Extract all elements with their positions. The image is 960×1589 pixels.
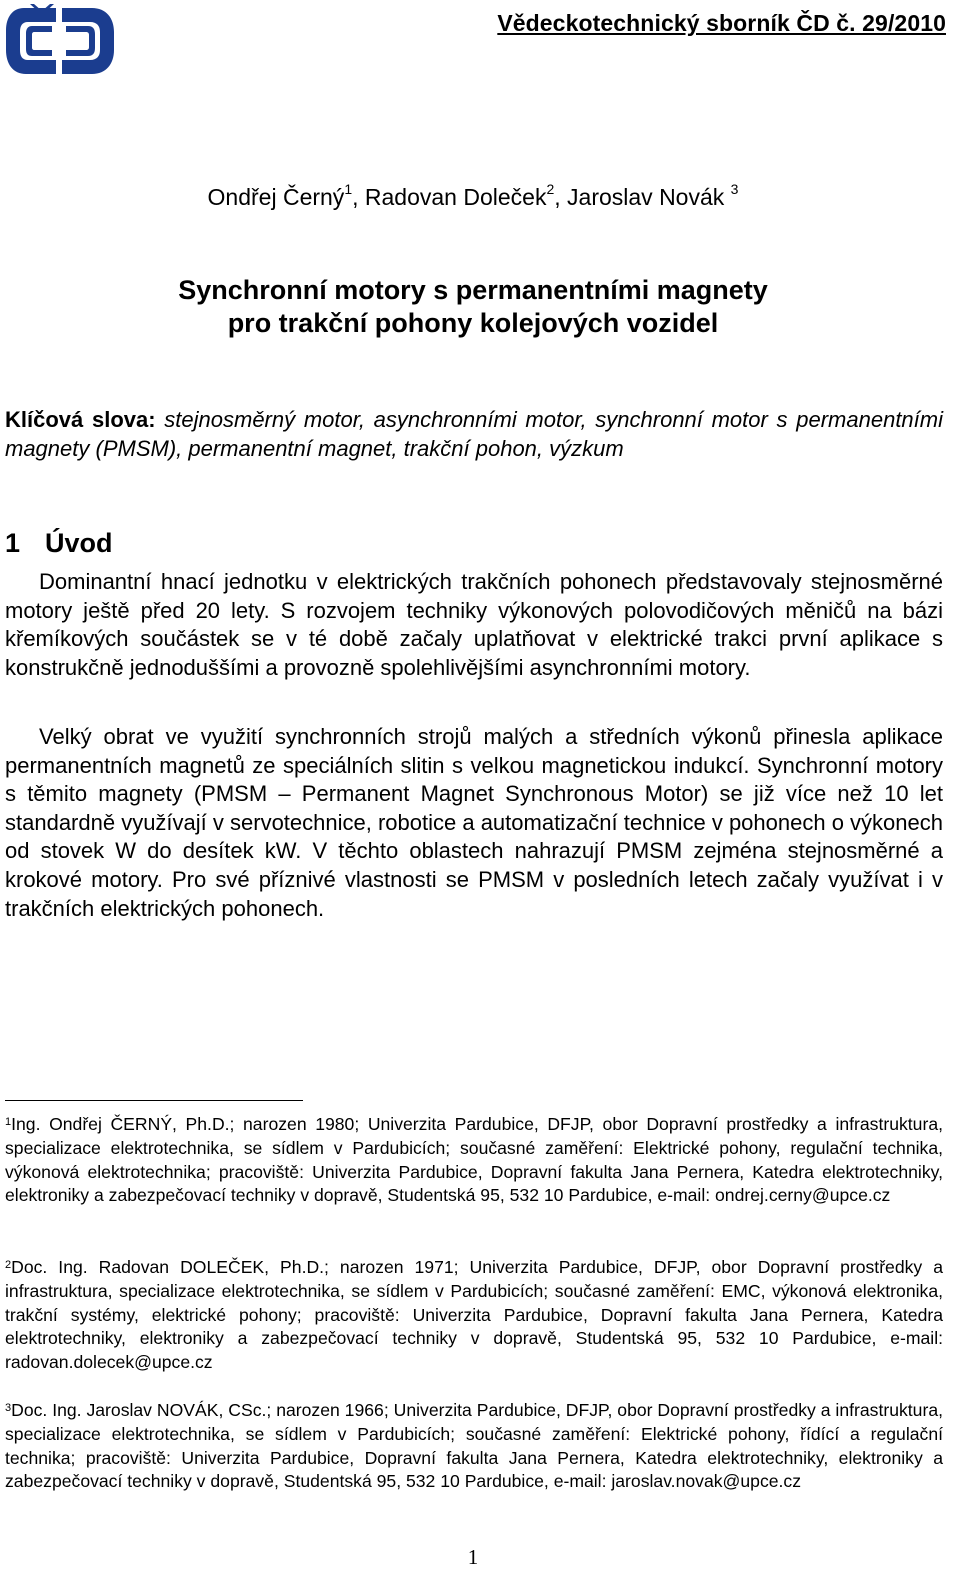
footnote-text: Doc. Ing. Radovan DOLEČEK, Ph.D.; narozen 1971; Univerzita Pardubice, DFJP, obor Dopravní prostředky a infrastruktura, specializace elektrotechnika, se sídlem v Pardubicích; současné zaměření: EMC, výkonová elektronika, trakční systémy, elektrické pohony; pracoviště: Univerzita Pardubice, Dopravní fakulta Jana Pernera, Katedra elektrotechniky, elektroniky a zabezpečovací techniky v dopravě, Studentská 95, 532 10 Pardubice, e-mail: radovan.dolecek@upce.cz <box>5 1257 943 1373</box>
keywords-text: stejnosměrný motor, asynchronními motor, synchronní motor s permanentními magnety (PMSM), permanentní magnet, trakční pohon, výzkum <box>5 407 943 461</box>
author-name: Radovan Doleček <box>364 184 547 210</box>
section-title: Úvod <box>45 528 113 558</box>
body-paragraph: Velký obrat ve využití synchronních strojů malých a středních výkonů přinesla aplikace permanentních magnetů ze speciálních slitin s velkou magnetickou indukcí. Synchronní motory s těmito magnety (PMSM – Permanent Magnet Synchronous Motor) se již více než 10 let standardně využívají v servotechnice, robotice a automatizační technice v pohonech o výkonech od stovek W do desítek kW. V těchto oblastech nahrazují PMSM zejména stejnosměrné a krokové motory. Pro své příznivé vlastnosti se PMSM v posledních letech začaly využívat i v trakčních elektrických pohonech. <box>5 724 943 921</box>
footnote <box>5 1113 943 1208</box>
footnote-text: Doc. Ing. Jaroslav NOVÁK, CSc.; narozen 1966; Univerzita Pardubice, DFJP, obor Dopravní prostředky a infrastruktura, specializace elektrotechnika, se sídlem v Pardubicích; současné zaměření: Elektrické pohony, řídící a regulační technika; pracoviště: Univerzita Pardubice, Dopravní fakulta Jana Pernera, Katedra elektrotechniky, elektroniky a zabezpečovací techniky v dopravě, Studentská 95, 532 10 Pardubice, e-mail: jaroslav.novak@upce.cz <box>5 1400 943 1492</box>
keywords <box>5 405 943 463</box>
footnote <box>5 1399 943 1494</box>
author-footnote-mark: 3 <box>730 181 739 197</box>
author-name: Jaroslav Novák <box>567 184 731 210</box>
author-list: Ondřej Černý$^1$, Radovan Doleček$^2$, Jaroslav Novák $^3$ <box>207 181 739 210</box>
section-heading <box>5 528 113 559</box>
keywords-label: Klíčová slova: <box>5 407 156 432</box>
author-footnote-mark: 2 <box>546 181 555 197</box>
footnote-mark: 3 <box>5 1402 12 1414</box>
paper-title-line: pro trakční pohony kolejových vozidel <box>227 308 719 338</box>
journal-title: Vědeckotechnický sborník ČD č. 29/2010 <box>497 10 946 36</box>
author-name: Ondřej Černý <box>207 184 345 210</box>
section-number: 1 <box>5 528 21 558</box>
paper-title-line: Synchronní motory s permanentními magnety <box>178 275 768 305</box>
footnote-mark: 1 <box>5 1116 12 1128</box>
paper-title <box>0 274 946 340</box>
page-number: 1 <box>467 1545 479 1569</box>
footnote-mark: 2 <box>5 1259 12 1271</box>
cd-logo <box>4 4 116 78</box>
footnote-text: Ing. Ondřej ČERNÝ, Ph.D.; narozen 1980; Univerzita Pardubice, DFJP, obor Dopravní prostředky a infrastruktura, specializace elektrotechnika, se sídlem v Pardubicích; současné zaměření: Elektrické pohony, regulační technika, výkonová elektrotechnika; pracoviště: Univerzita Pardubice, Dopravní fakulta Jana Pernera, Katedra elektrotechniky, elektroniky a zabezpečovací techniky v dopravě, Studentská 95, 532 10 Pardubice, e-mail: ondrej.cerny@upce.cz <box>5 1114 943 1206</box>
author-footnote-mark: 1 <box>344 181 353 197</box>
footnote-separator <box>5 1100 303 1101</box>
footnote <box>5 1256 943 1375</box>
body-paragraph: Dominantní hnací jednotku v elektrických trakčních pohonech představovaly stejnosměrné motory ještě před 20 lety. S rozvojem techniky výkonových polovodičových měničů na bázi křemíkových součástek se v té době začaly uplatňovat v elektrické trakci první aplikace s konstrukčně jednoduššími a provozně spolehlivějšími asynchronními motory. <box>5 569 943 680</box>
